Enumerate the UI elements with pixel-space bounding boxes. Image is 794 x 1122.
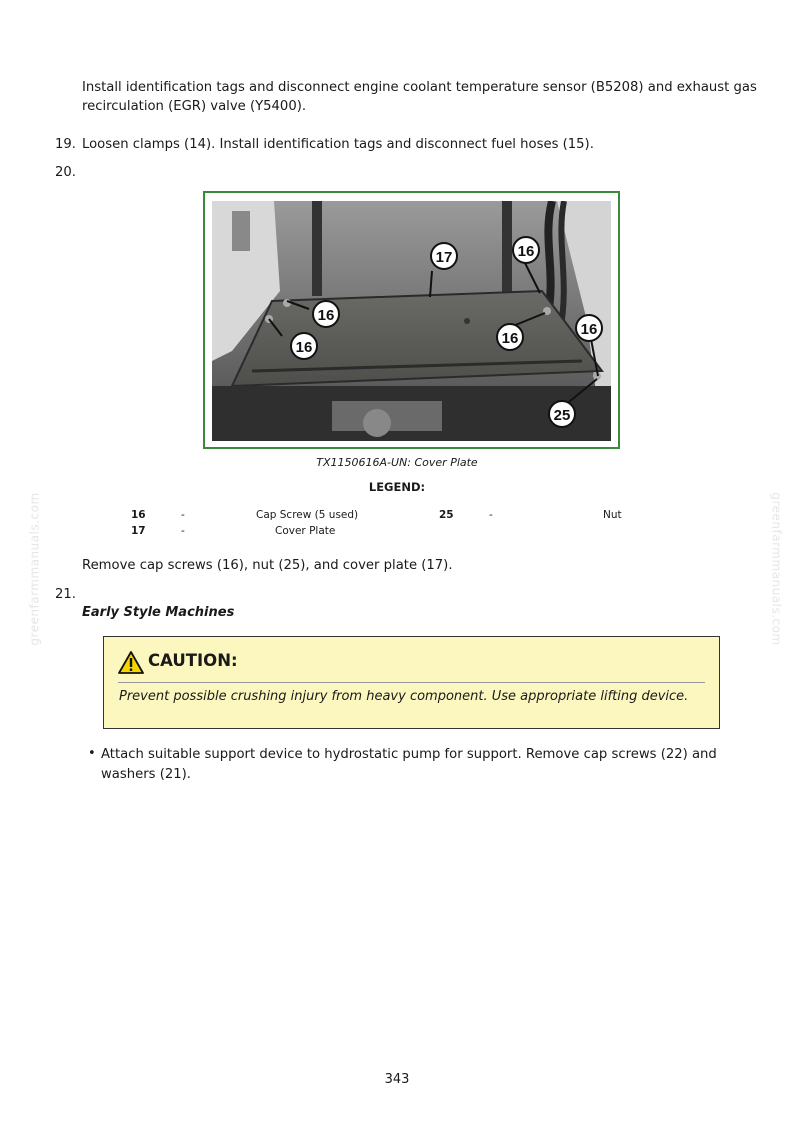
callout-17 — [431, 243, 457, 269]
caution-box — [103, 636, 720, 729]
callout-16-d — [497, 324, 523, 350]
bullet-line-2: washers (21). — [101, 767, 191, 782]
caution-title: CAUTION: — [148, 651, 238, 670]
callout-16-c — [291, 333, 317, 359]
callout-25-label: 25 — [553, 407, 571, 424]
cover-plate-photo — [212, 201, 611, 441]
cover-plate-figure — [203, 191, 620, 449]
legend-dash-17: - — [181, 525, 185, 537]
intro-line-1: Install identification tags and disconnect engine coolant temperature sensor (B5208) and exhaust gas — [82, 80, 757, 95]
legend-desc-25: Nut — [603, 509, 622, 521]
bullet-dot: • — [88, 746, 96, 761]
callout-17-label: 17 — [435, 249, 453, 266]
callout-16-e — [576, 315, 602, 341]
step-19-text: Loosen clamps (14). Install identification tags and disconnect fuel hoses (15). — [82, 137, 594, 152]
legend-num-25: 25 — [439, 509, 454, 521]
legend-dash-25: - — [489, 509, 493, 521]
callout-16-b-label: 16 — [317, 307, 335, 324]
callout-16-b — [313, 301, 339, 327]
page-number: 343 — [384, 1072, 410, 1087]
step-19-number: 19. — [55, 137, 76, 152]
warning-triangle-icon — [118, 651, 144, 674]
bullet-line-1: Attach suitable support device to hydrostatic pump for support. Remove cap screws (22) and — [101, 747, 717, 762]
legend-title: LEGEND: — [368, 480, 426, 494]
callout-16-c-label: 16 — [295, 339, 313, 356]
callout-16-a-label: 16 — [517, 243, 535, 260]
legend-num-16: 16 — [131, 509, 146, 521]
callout-16-e-label: 16 — [580, 321, 598, 338]
watermark-right: greenfarmmanuals.com — [769, 492, 784, 646]
callout-25 — [549, 401, 575, 427]
callout-16-a — [513, 237, 539, 263]
step-20-text: Remove cap screws (16), nut (25), and cover plate (17). — [82, 558, 453, 573]
intro-line-2: recirculation (EGR) valve (Y5400). — [82, 99, 307, 114]
figure-caption: TX1150616A-UN: Cover Plate — [316, 456, 478, 469]
caution-text: Prevent possible crushing injury from heavy component. Use appropriate lifting device. — [119, 689, 689, 704]
watermark-left: greenfarmmanuals.com — [27, 492, 42, 646]
legend-desc-16: Cap Screw (5 used) — [256, 509, 359, 521]
step-21-number: 21. — [55, 587, 76, 602]
callout-16-d-label: 16 — [501, 330, 519, 347]
legend-num-17: 17 — [131, 525, 146, 537]
legend-desc-17: Cover Plate — [275, 525, 336, 537]
legend-dash-16: - — [181, 509, 185, 521]
step-21-subtitle: Early Style Machines — [82, 605, 235, 620]
step-20-number: 20. — [55, 165, 76, 180]
caution-divider — [118, 682, 705, 683]
